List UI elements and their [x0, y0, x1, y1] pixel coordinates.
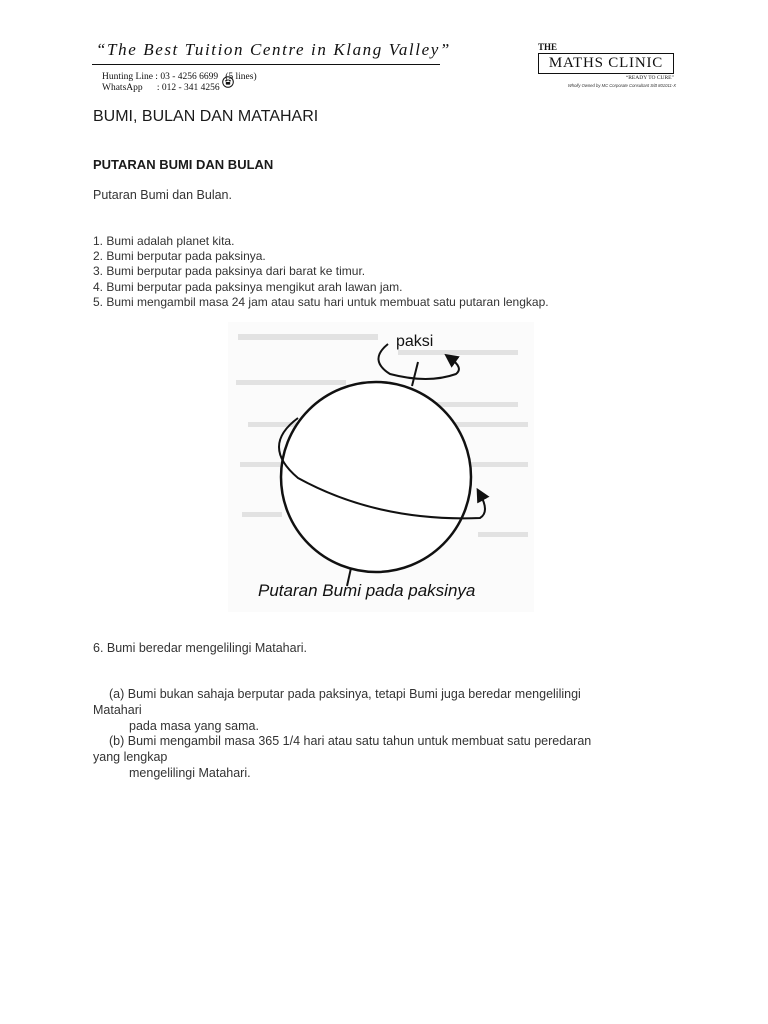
list-item: 4. Bumi berputar pada paksinya mengikut arah lawan jam. [93, 279, 403, 294]
list-item: 3. Bumi berputar pada paksinya dari barat ke timur. [93, 264, 366, 279]
points-list [93, 234, 549, 310]
list-item: 2. Bumi berputar pada paksinya. [93, 249, 266, 264]
document-title: BUMI, BULAN DAN MATAHARI [93, 108, 319, 125]
whatsapp-line: WhatsApp : 012 - 341 4256 [102, 83, 220, 93]
sub-b-line3: mengelilingi Matahari. [129, 766, 251, 780]
logo-the: THE [538, 42, 558, 52]
axis-label: paksi [396, 333, 434, 350]
logo-motto: “READY TO CURE” [625, 75, 674, 81]
tagline-underline [92, 64, 440, 65]
sub-b-line1: (b) Bumi mengambil masa 365 1/4 hari atau satu tahun untuk membuat satu peredaran [109, 734, 592, 748]
sub-point-a [93, 686, 693, 734]
list-item: 5. Bumi mengambil masa 24 jam atau satu hari untuk membuat satu putaran lengkap. [93, 294, 549, 309]
logo-owner-line: Wholly Owned by MC Corporate Consultant S/B 801011-X [567, 83, 676, 88]
tagline: “The Best Tuition Centre in Klang Valley” [96, 40, 451, 59]
earth-rotation-figure [228, 322, 534, 612]
phone-icon [222, 76, 234, 88]
list-item: 1. Bumi adalah planet kita. [93, 234, 235, 248]
figure-caption: Putaran Bumi pada paksinya [258, 581, 476, 600]
hunting-line: Hunting Line : 03 - 4256 6699 (5 lines) [102, 72, 257, 82]
earth-globe [281, 382, 471, 572]
sub-a-line2: Matahari [93, 703, 142, 717]
point-six: 6. Bumi beredar mengelilingi Matahari. [93, 641, 307, 655]
sub-point-b [93, 733, 693, 781]
section-heading: PUTARAN BUMI DAN BULAN [93, 157, 274, 172]
sub-b-line2: yang lengkap [93, 750, 168, 764]
sub-a-line3: pada masa yang sama. [129, 719, 259, 733]
intro-text: Putaran Bumi dan Bulan. [93, 188, 232, 202]
sub-a-line1: (a) Bumi bukan sahaja berputar pada paksinya, tetapi Bumi juga beredar mengelilingi [109, 687, 581, 701]
logo-maths-clinic: MATHS CLINIC [538, 53, 674, 74]
